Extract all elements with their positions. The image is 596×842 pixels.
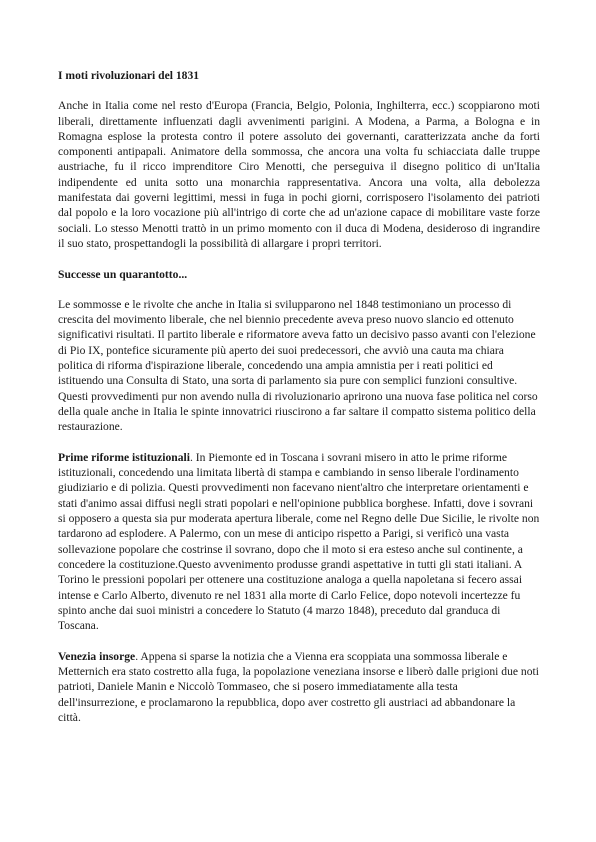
section-heading-quarantotto: Successe un quarantotto...: [58, 267, 188, 281]
paragraph-moti-1831: Anche in Italia come nel resto d'Europa (Francia, Belgio, Polonia, Inghilterra, ecc.) scoppiarono moti liberali, direttamente influenzati dagli avvenimenti parigini. A Modena, a Parma, a Bologna e in Romagna esplose la protesta contro il potere assoluto dei governanti, caratterizzata anche da forti componenti antipapali. Animatore della sommossa, che ancora una volta fu schiacciata dalle truppe austriache, fu il ricco imprenditore Ciro Menotti, che perseguiva il disegno politico di un'Italia indipendente ed unita sotto una monarchia rappresentativa. Ancora una volta, alla debolezza manifestata dai governi legittimi, messi in fuga in pochi giorni, corrisposero l'isolamento dei patrioti dal popolo e la loro vocazione più all'intrigo di corte che ad un'azione capace di mobilitare vaste forze sociali. Lo stesso Menotti trattò in un primo momento con il duca di Modena, desideroso di ingrandire il suo stato, prospettandogli la possibilità di allargare i propri territori.: [58, 99, 540, 250]
document-page: [58, 68, 540, 740]
paragraph-venezia: [58, 649, 540, 725]
document-title: I moti rivoluzionari del 1831: [58, 69, 200, 82]
lead-prime-riforme: Prime riforme istituzionali: [58, 450, 190, 464]
text-venezia: . Appena si sparse la notizia che a Vienna era scoppiata una sommossa liberale e Metternich era stato costretto alla fuga, la popolazione veneziana insorse e liberò dalle prigioni due noti patrioti, Daniele Manin e Niccolò Tommaseo, che si posero immediatamente alla testa dell'insurrezione, e proclamarono la repubblica, dopo aver costretto gli austriaci ad abbandonare la città.: [58, 649, 539, 724]
lead-venezia: Venezia insorge: [58, 649, 136, 663]
paragraph-1848: Le sommosse e le rivolte che anche in Italia si svilupparono nel 1848 testimoniano un processo di crescita del movimento liberale, che nel biennio precedente aveva preso nuovo slancio ed ottenuto significativi risultati. Il partito liberale e riformatore aveva fatto un decisivo passo avanti con l'elezione di Pio IX, pontefice sicuramente più aperto dei suoi predecessori, che avviò una cauta ma chiara politica di riforma d'ispirazione liberale, concedendo una ampia amnistia per i reati politici ed istituendo una Consulta di Stato, una sorta di parlamento sia pure con semplici funzioni consultive. Questi provvedimenti pur non avendo nulla di rivoluzionario aprirono una nuova fase politica nel corso della quale anche in Italia le spinte innovatrici riuscirono a far saltare il compatto sistema politico della restaurazione.: [58, 297, 538, 434]
paragraph-prime-riforme: [58, 450, 540, 634]
text-prime-riforme: . In Piemonte ed in Toscana i sovrani misero in atto le prime riforme istituzionali, concedendo una limitata libertà di stampa e cambiando in senso liberale l'ordinamento giudiziario e di polizia. Questi provvedimenti non facevano nient'altro che interpretare orientamenti e stati d'animo assai diffusi negli strati popolari e nell'opinione pubblica borghese. Infatti, dove i sovrani si opposero a questa sia pur moderata apertura liberale, come nel Regno delle Due Sicilie, le rivolte non tardarono ad esplodere. A Palermo, con un mese di anticipo rispetto a Parigi, si verificò una vasta sollevazione popolare che costrinse il sovrano, dopo che il moto si era esteso anche sul continente, a concedere la costituzione.Questo avvenimento produsse grandi aspettative in tutti gli stati italiani. A Torino le pressioni popolari per ottenere una costituzione analoga a quella napoletana si fecero assai intense e Carlo Alberto, divenuto re nel 1831 alla morte di Carlo Felice, dopo notevoli incertezze fu spinto anche dai suoi ministri a concedere lo Statuto (4 marzo 1848), preceduto dal granduca di Toscana.: [58, 450, 540, 633]
